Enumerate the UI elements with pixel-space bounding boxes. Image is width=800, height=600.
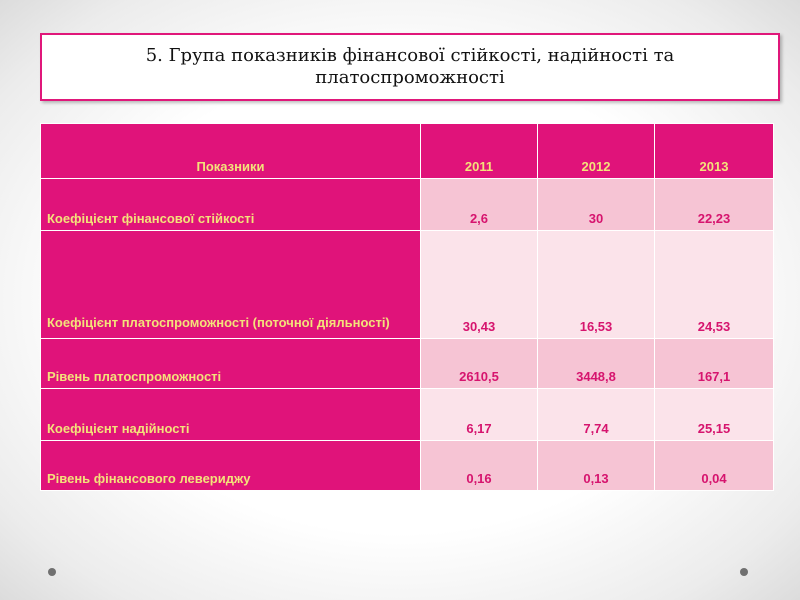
cell-2013: 25,15 <box>655 389 774 441</box>
cell-2011: 6,17 <box>421 389 538 441</box>
table-row <box>41 179 774 231</box>
row-label: Коефіцієнт платоспроможності (поточної діяльності) <box>41 231 421 339</box>
table-header-row <box>41 124 774 179</box>
cell-2012: 30 <box>538 179 655 231</box>
table-row <box>41 441 774 491</box>
cell-2012: 3448,8 <box>538 339 655 389</box>
cell-2011: 0,16 <box>421 441 538 491</box>
slide-title: 5. Група показників фінансової стійкості, надійності та платоспроможності <box>145 45 675 88</box>
indicators-table-wrapper <box>40 123 773 491</box>
cell-2011: 30,43 <box>421 231 538 339</box>
corner-dot-right <box>740 568 748 576</box>
header-year-2011: 2011 <box>421 124 538 179</box>
header-year-2013: 2013 <box>655 124 774 179</box>
cell-2013: 24,53 <box>655 231 774 339</box>
row-label: Рівень платоспроможності <box>41 339 421 389</box>
corner-dot-left <box>48 568 56 576</box>
indicators-table <box>40 123 774 491</box>
cell-2012: 0,13 <box>538 441 655 491</box>
cell-2012: 16,53 <box>538 231 655 339</box>
cell-2013: 167,1 <box>655 339 774 389</box>
row-label: Коефіцієнт надійності <box>41 389 421 441</box>
row-label: Коефіцієнт фінансової стійкості <box>41 179 421 231</box>
header-year-2012: 2012 <box>538 124 655 179</box>
cell-2012: 7,74 <box>538 389 655 441</box>
title-box <box>40 33 780 101</box>
row-label: Рівень фінансового левериджу <box>41 441 421 491</box>
table-row <box>41 389 774 441</box>
header-indicators: Показники <box>41 124 421 179</box>
cell-2013: 22,23 <box>655 179 774 231</box>
cell-2011: 2610,5 <box>421 339 538 389</box>
table-row <box>41 231 774 339</box>
table-row <box>41 339 774 389</box>
cell-2011: 2,6 <box>421 179 538 231</box>
cell-2013: 0,04 <box>655 441 774 491</box>
